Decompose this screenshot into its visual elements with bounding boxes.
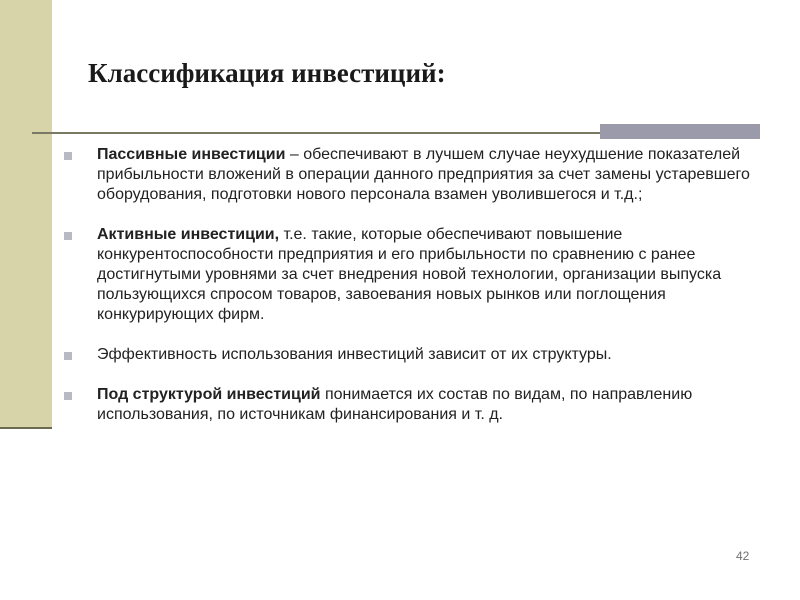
bullet-term: Под структурой инвестиций xyxy=(97,386,321,403)
slide-title: Классификация инвестиций: xyxy=(88,58,446,88)
bullet-term: Активные инвестиции, xyxy=(97,226,280,243)
bullet-list xyxy=(64,145,754,425)
square-bullet-icon xyxy=(64,392,72,400)
bullet-item-passive xyxy=(64,145,754,205)
bullet-item-efficiency xyxy=(64,345,754,365)
bullet-text: понимается их состав по видам, по направлению использования, по источникам финансирования и т. д. xyxy=(97,386,693,423)
title-divider xyxy=(32,132,600,134)
square-bullet-icon xyxy=(64,152,72,160)
bullet-item-structure xyxy=(64,385,754,425)
page-number: 42 xyxy=(736,549,750,563)
bullet-term: Пассивные инвестиции xyxy=(97,146,286,163)
bullet-text: т.е. такие, которые обеспечивают повышение конкурентоспособности предприятия и его прибыльности по сравнению с ранее достигнутыми уровнями за счет внедрения новой технологии, организации выпуска пользующихся спросом товаров, завоевания новых рынков или поглощения конкурирующих фирм. xyxy=(97,226,722,323)
side-panel-decoration xyxy=(0,0,52,427)
bullet-text: – обеспечивают в лучшем случае неухудшение показателей прибыльности вложений в операции данного предприятия за счет замены устаревшего оборудования, подготовки нового персонала взамен уволившегося и т.д.; xyxy=(97,146,750,203)
bullet-item-active xyxy=(64,225,754,325)
square-bullet-icon xyxy=(64,232,72,240)
accent-bar xyxy=(600,124,760,139)
bullet-text: Эффективность использования инвестиций зависит от их структуры. xyxy=(97,346,612,363)
side-panel-underline xyxy=(0,427,52,429)
square-bullet-icon xyxy=(64,352,72,360)
